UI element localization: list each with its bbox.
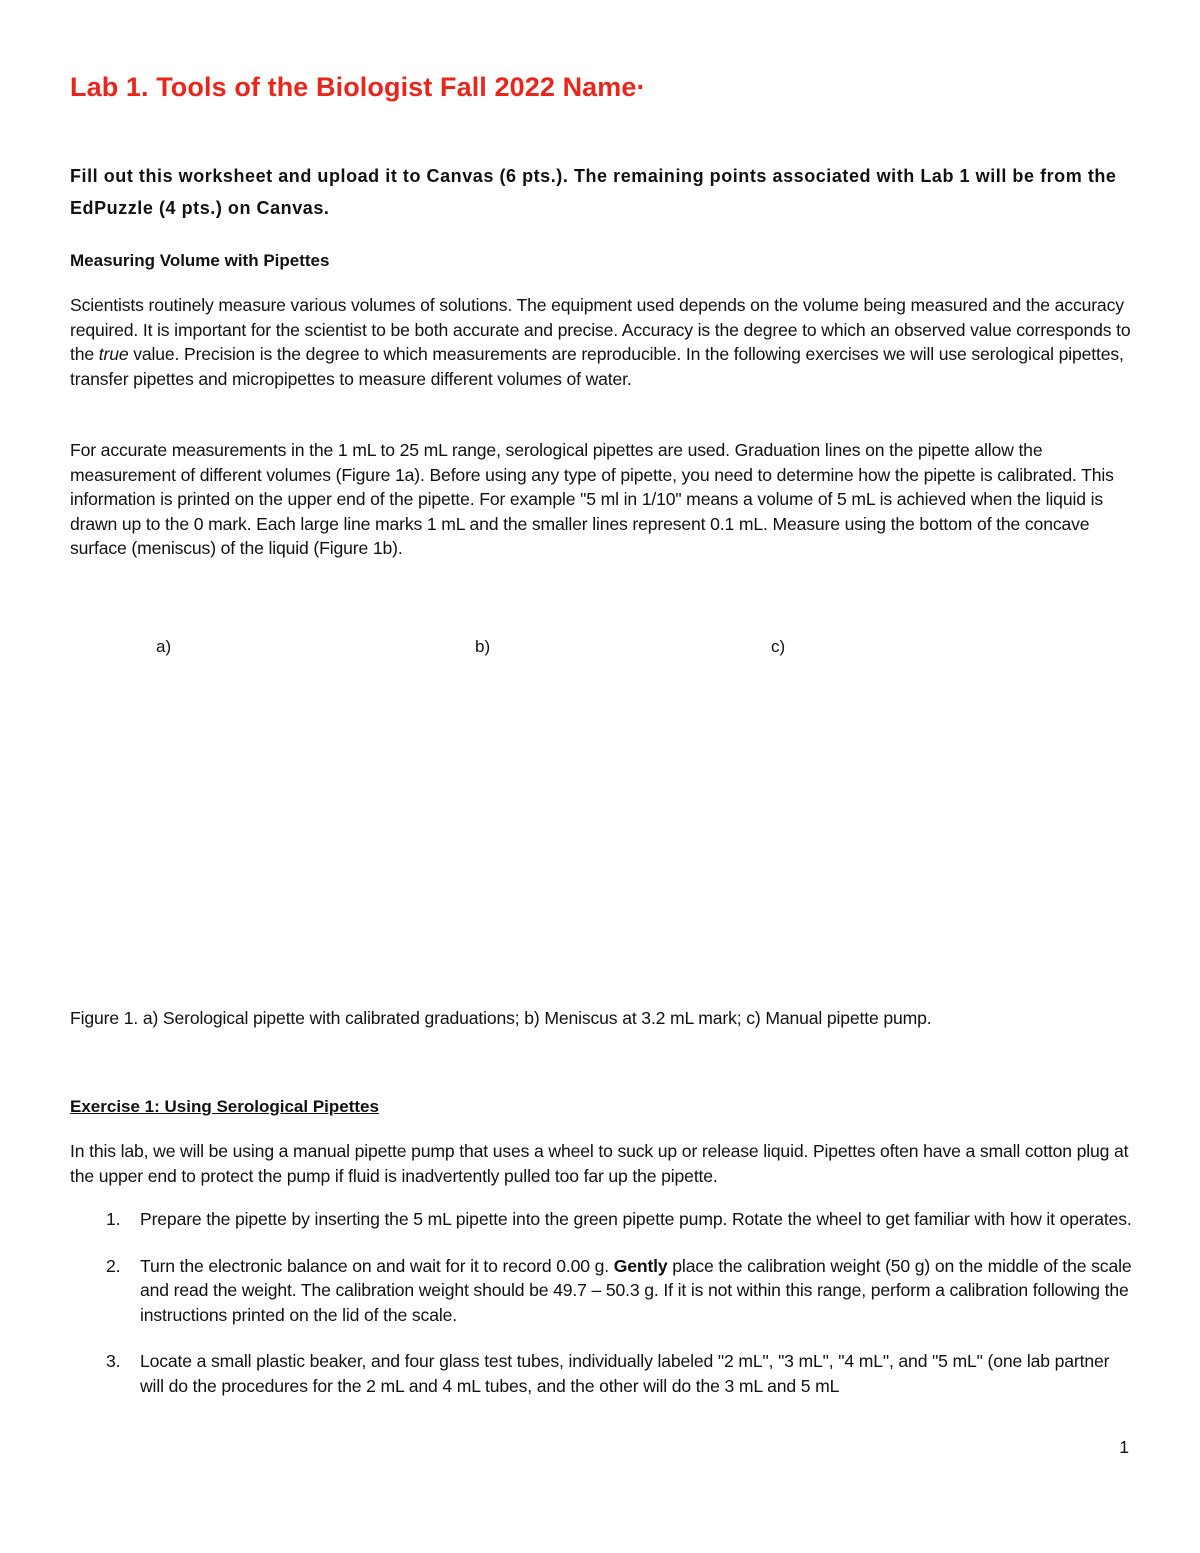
- italic-term: true: [98, 344, 129, 365]
- list-item: [70, 1207, 1132, 1232]
- page-title: Lab 1. Tools of the Biologist Fall 2022 Name·: [70, 72, 646, 102]
- section-heading-measuring-volume: Measuring Volume with Pipettes: [70, 251, 330, 270]
- list-item-number: 3.: [106, 1351, 121, 1372]
- list-item-number: 1.: [106, 1209, 121, 1229]
- exercise-1-heading: Exercise 1: Using Serological Pipettes: [70, 1097, 379, 1116]
- list-item: [70, 1349, 1132, 1398]
- paragraph-text: Scientists routinely measure various volumes of solutions. The equipment used depends on the volume being measured and the accuracy required. It is important for the scientist to be both accurate and precise. Accuracy is the degree to which an observed value corresponds to the: [70, 295, 1131, 365]
- intro-instructions: Fill out this worksheet and upload it to Canvas (6 pts.). The remaining points associated with Lab 1 will be from the EdPuzzle (4 pts.) on Canvas.: [70, 166, 1117, 218]
- list-item: [70, 1254, 1132, 1328]
- list-item-text: Prepare the pipette by inserting the 5 mL pipette into the green pipette pump. Rotate the wheel to get familiar with how it operates.: [140, 1209, 1132, 1229]
- figure-label-a: a): [156, 637, 172, 656]
- bold-emphasis: Gently: [613, 1255, 668, 1276]
- figure-label-b: b): [475, 637, 491, 656]
- figure-label-c: c): [771, 637, 786, 656]
- figure-image-area: [150, 668, 1050, 998]
- page-number: 1: [1119, 1437, 1129, 1457]
- paragraph-serological-pipettes: For accurate measurements in the 1 mL to 25 mL range, serological pipettes are used. Graduation lines on the pipette allow the measurement of different volumes (Figure 1a). Before using any type of pipette, you need to determine how the pipette is calibrated. This information is printed on the upper end of the pipette. For example "5 ml in 1/10" means a volume of 5 mL is achieved when the liquid is drawn up to the 0 mark. Each large line marks 1 mL and the smaller lines represent 0.1 mL. Measure using the bottom of the concave surface (meniscus) of the liquid (Figure 1b).: [70, 440, 1114, 559]
- figure-caption: Figure 1. a) Serological pipette with calibrated graduations; b) Meniscus at 3.2 mL mark; c) Manual pipette pump.: [70, 1008, 932, 1028]
- paragraph-accuracy-precision: [70, 293, 1132, 391]
- list-item-number: 2.: [106, 1255, 121, 1276]
- list-item-text: Locate a small plastic beaker, and four glass test tubes, individually labeled "2 mL", "3 mL", "4 mL", and "5 mL" (one lab partner will do the procedures for the 2 mL and 4 mL tubes, and the other will do the 3 mL and 5 mL: [140, 1351, 1110, 1396]
- list-item-text: place the calibration weight (50 g) on the middle of the scale and read the weight. The calibration weight should be 49.7 – 50.3 g. If it is not within this range, perform a calibration following the instructions printed on the lid of the scale.: [140, 1255, 1132, 1325]
- list-item-text: Turn the electronic balance on and wait for it to record 0.00 g.: [140, 1255, 614, 1276]
- exercise-1-steps: [70, 1207, 1132, 1421]
- exercise-1-intro: In this lab, we will be using a manual pipette pump that uses a wheel to suck up or release liquid. Pipettes often have a small cotton plug at the upper end to protect the pump if fluid is inadvertently pulled too far up the pipette.: [70, 1141, 1129, 1186]
- paragraph-text: value. Precision is the degree to which measurements are reproducible. In the following exercises we will use serological pipettes, transfer pipettes and micropipettes to measure different volumes of water.: [70, 344, 1124, 389]
